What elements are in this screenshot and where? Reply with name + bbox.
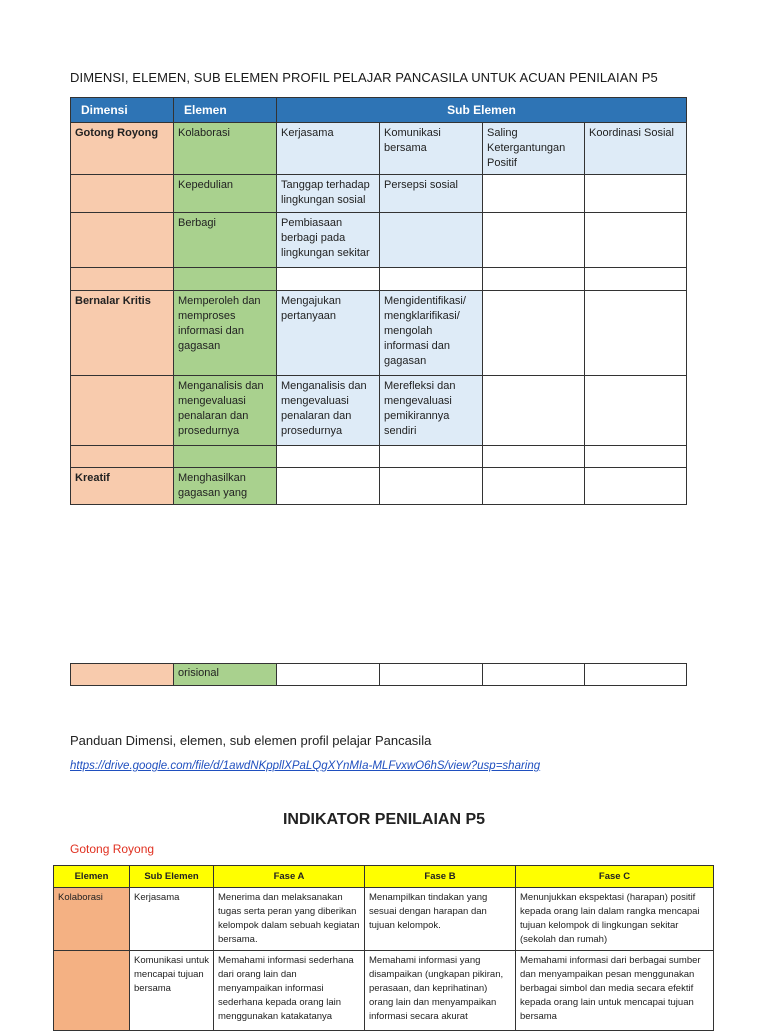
sub-elemen-cell — [585, 446, 687, 468]
sub-elemen-cell: Merefleksi dan mengevaluasi pemikirannya sendiri — [380, 376, 483, 446]
sub-elemen-cell — [380, 213, 483, 268]
sub-elemen-cell: Komunikasi bersama — [380, 123, 483, 175]
sub-elemen-cell — [585, 291, 687, 376]
table-row — [71, 291, 687, 376]
sub-elemen-cell — [483, 213, 585, 268]
sub-elemen-cell — [380, 268, 483, 291]
sub-elemen-cell: Komunikasi untuk mencapai tujuan bersama — [130, 951, 214, 1031]
indikator-title: INDIKATOR PENILAIAN P5 — [282, 811, 486, 828]
indikator-table — [53, 865, 714, 1031]
table-row — [71, 175, 687, 213]
sub-elemen-cell: Menganalisis dan mengevaluasi penalaran dan prosedurnya — [277, 376, 380, 446]
sub-elemen-cell — [483, 664, 585, 686]
dimensi-cell — [71, 268, 174, 291]
profile-dimension-table — [70, 97, 687, 505]
header-dimensi: Dimensi — [71, 98, 174, 123]
sub-elemen-cell — [483, 468, 585, 505]
sub-elemen-cell — [585, 468, 687, 505]
sub-elemen-cell: Saling Ketergantungan Positif — [483, 123, 585, 175]
elemen-cell — [54, 951, 130, 1031]
header-elemen: Elemen — [174, 98, 277, 123]
profile-dimension-table-continued — [70, 663, 687, 686]
sub-elemen-cell: Persepsi sosial — [380, 175, 483, 213]
header-elemen: Elemen — [54, 866, 130, 888]
document-title: DIMENSI, ELEMEN, SUB ELEMEN PROFIL PELAJAR PANCASILA UNTUK ACUAN PENILAIAN P5 — [70, 70, 658, 85]
elemen-cell: Kolaborasi — [174, 123, 277, 175]
sub-elemen-cell — [277, 468, 380, 505]
sub-elemen-cell: Mengidentifikasi/ mengklarifikasi/ mengolah informasi dan gagasan — [380, 291, 483, 376]
sub-elemen-cell — [483, 446, 585, 468]
fase-c-cell: Memahami informasi dari berbagai sumber dan menyampaikan pesan menggunakan berbagai simbol dan media secara efektif kepada orang lain untuk mencapai tujuan bersama — [516, 951, 714, 1031]
guide-text: Panduan Dimensi, elemen, sub elemen profil pelajar Pancasila — [70, 733, 432, 748]
header-fase-c: Fase C — [516, 866, 714, 888]
elemen-cell — [174, 268, 277, 291]
table-row — [71, 213, 687, 268]
sub-elemen-cell — [380, 446, 483, 468]
dimensi-cell — [71, 376, 174, 446]
sub-elemen-cell: Pembiasaan berbagi pada lingkungan sekitar — [277, 213, 380, 268]
elemen-cell: Menghasilkan gagasan yang — [174, 468, 277, 505]
dimensi-cell: Kreatif — [71, 468, 174, 505]
header-fase-b: Fase B — [365, 866, 516, 888]
sub-elemen-cell — [483, 175, 585, 213]
sub-elemen-cell — [483, 291, 585, 376]
sub-elemen-cell: Koordinasi Sosial — [585, 123, 687, 175]
sub-elemen-cell: Tanggap terhadap lingkungan sosial — [277, 175, 380, 213]
table-row — [71, 268, 687, 291]
header-sub-elemen: Sub Elemen — [130, 866, 214, 888]
header-sub-elemen: Sub Elemen — [277, 98, 687, 123]
elemen-cell: Kolaborasi — [54, 888, 130, 951]
sub-elemen-cell — [585, 268, 687, 291]
sub-elemen-cell — [585, 213, 687, 268]
elemen-cell: Menganalisis dan mengevaluasi penalaran dan prosedurnya — [174, 376, 277, 446]
table-row — [54, 951, 714, 1031]
sub-elemen-cell — [483, 376, 585, 446]
sub-elemen-cell — [277, 446, 380, 468]
dimensi-cell: Gotong Royong — [71, 123, 174, 175]
fase-c-cell: Menunjukkan ekspektasi (harapan) positif kepada orang lain dalam rangka mencapai tujuan kelompok di lingkungan sekitar (sekolah dan rumah) — [516, 888, 714, 951]
table-row — [71, 123, 687, 175]
dimensi-cell — [71, 175, 174, 213]
fase-a-cell: Memahami informasi sederhana dari orang lain dan menyampaikan informasi sederhana kepada orang lain menggunakan katakatanya — [214, 951, 365, 1031]
elemen-cell: Memperoleh dan memproses informasi dan gagasan — [174, 291, 277, 376]
sub-elemen-cell — [585, 664, 687, 686]
dimensi-cell — [71, 446, 174, 468]
guide-link[interactable]: https://drive.google.com/file/d/1awdNKppllXPaLQgXYnMIa-MLFvxwO6hS/view?usp=sharing — [70, 760, 541, 772]
sub-elemen-cell: Kerjasama — [277, 123, 380, 175]
table-row — [71, 664, 687, 686]
sub-elemen-cell — [277, 268, 380, 291]
table-row — [54, 888, 714, 951]
dimensi-cell — [71, 664, 174, 686]
sub-elemen-cell: Kerjasama — [130, 888, 214, 951]
sub-elemen-cell — [483, 268, 585, 291]
dimensi-cell — [71, 213, 174, 268]
elemen-cell: Kepedulian — [174, 175, 277, 213]
fase-b-cell: Memahami informasi yang disampaikan (ungkapan pikiran, perasaan, dan keprihatinan) orang lain dan menyampaikan informasi secara akurat — [365, 951, 516, 1031]
sub-elemen-cell — [380, 468, 483, 505]
elemen-cell — [174, 446, 277, 468]
dimensi-cell: Bernalar Kritis — [71, 291, 174, 376]
sub-elemen-cell — [277, 664, 380, 686]
sub-elemen-cell — [585, 175, 687, 213]
table-row — [71, 376, 687, 446]
sub-elemen-cell — [585, 376, 687, 446]
elemen-cell: orisional — [174, 664, 277, 686]
header-fase-a: Fase A — [214, 866, 365, 888]
table-row — [71, 446, 687, 468]
sub-elemen-cell: Mengajukan pertanyaan — [277, 291, 380, 376]
fase-b-cell: Menampilkan tindakan yang sesuai dengan harapan dan tujuan kelompok. — [365, 888, 516, 951]
fase-a-cell: Menerima dan melaksanakan tugas serta peran yang diberikan kelompok dalam sebuah kegiatan bersama. — [214, 888, 365, 951]
section-label: Gotong Royong — [70, 842, 155, 856]
sub-elemen-cell — [380, 664, 483, 686]
table-row — [71, 468, 687, 505]
elemen-cell: Berbagi — [174, 213, 277, 268]
